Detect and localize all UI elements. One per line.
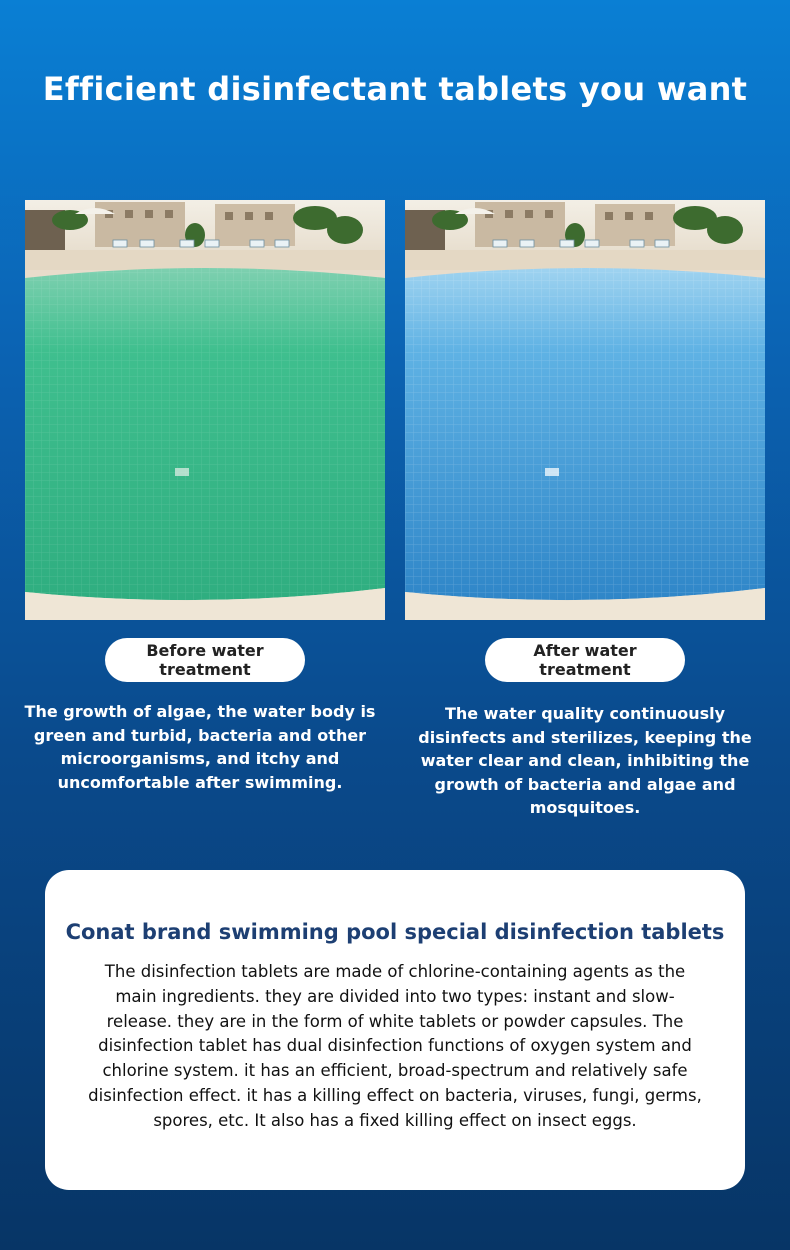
after-treatment-label: After water treatment [485,638,685,682]
headline: Efficient disinfectant tablets you want [42,70,748,108]
after-caption: The water quality continuously disinfects and sterilizes, keeping the water clear and clean, inhibiting the growth of bacteria and algae and mosquitoes. [418,704,752,817]
product-title: Conat brand swimming pool special disinfection tablets [65,920,725,944]
before-treatment-label: Before water treatment [105,638,305,682]
product-description: The disinfection tablets are made of chlorine-containing agents as the main ingredients. they are divided into two types: instant and slow-release. they are in the form of white tablets or powder capsules. The disinfection tablet has dual disinfection functions of oxygen system and chlorine system. it has an efficient, broad-spectrum and relatively safe disinfection effect. it has a killing effect on bacteria, viruses, fungi, germs, spores, etc. It also has a fixed killing effect on insect eggs. [88,962,702,1130]
product-info-card [45,870,745,1190]
before-pool-photo [25,200,385,620]
before-caption: The growth of algae, the water body is green and turbid, bacteria and other microorganisms, and itchy and uncomfortable after swimming. [24,702,376,792]
after-pool-photo [405,200,765,620]
